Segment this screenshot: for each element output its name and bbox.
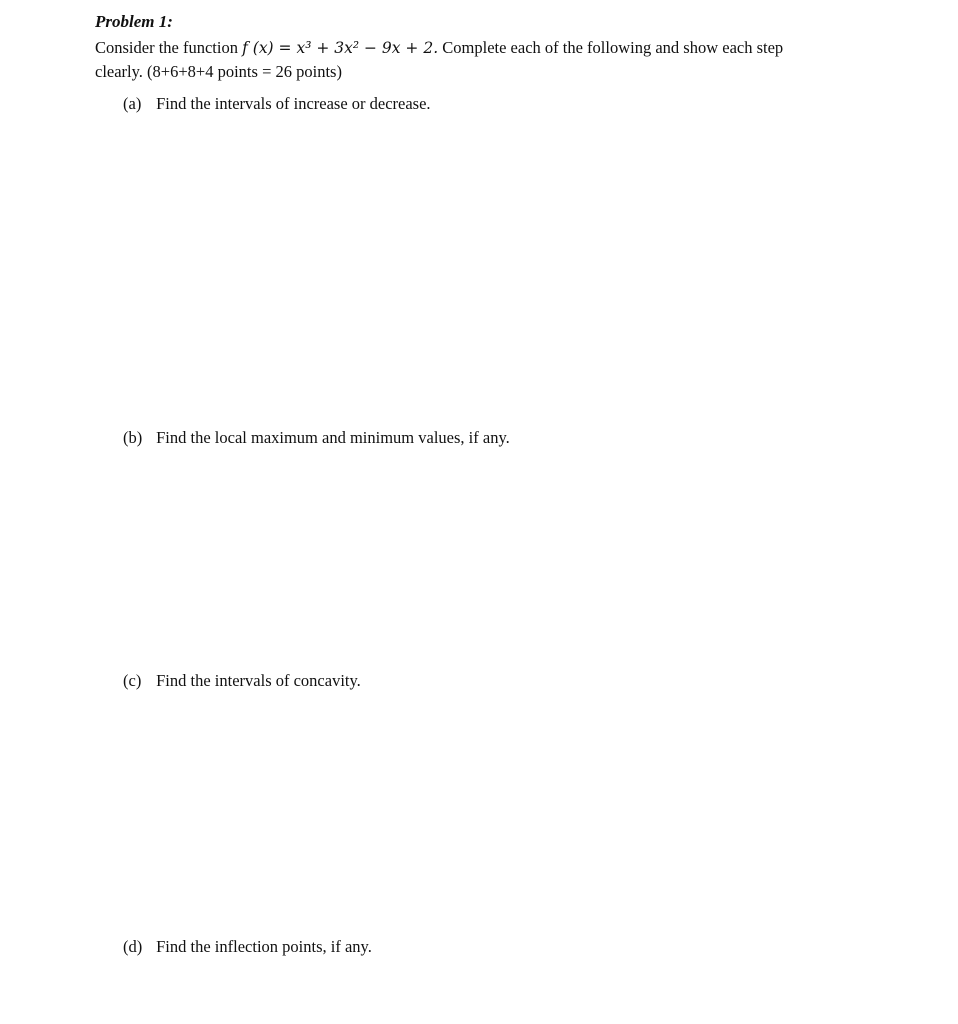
part-a-label: (a) bbox=[123, 94, 142, 113]
part-d-label: (d) bbox=[123, 937, 143, 956]
part-d-text: Find the inflection points, if any. bbox=[156, 937, 372, 956]
part-c bbox=[123, 671, 361, 691]
problem-statement bbox=[95, 36, 865, 84]
intro-line-2: clearly. (8+6+8+4 points = 26 points) bbox=[95, 62, 342, 81]
function-expression: f (x) = x³ + 3x² − 9x + 2. bbox=[242, 39, 439, 57]
part-b-label: (b) bbox=[123, 428, 143, 447]
intro-lead: Consider the function bbox=[95, 38, 238, 57]
part-d bbox=[123, 937, 372, 957]
part-b-text: Find the local maximum and minimum values, if any. bbox=[156, 428, 510, 447]
part-b bbox=[123, 428, 510, 448]
part-c-text: Find the intervals of concavity. bbox=[156, 671, 361, 690]
intro-tail: Complete each of the following and show each step bbox=[442, 38, 784, 57]
part-c-label: (c) bbox=[123, 671, 142, 690]
part-a bbox=[123, 94, 431, 114]
problem-title: Problem 1: bbox=[95, 12, 173, 31]
part-a-text: Find the intervals of increase or decrease. bbox=[156, 94, 431, 113]
